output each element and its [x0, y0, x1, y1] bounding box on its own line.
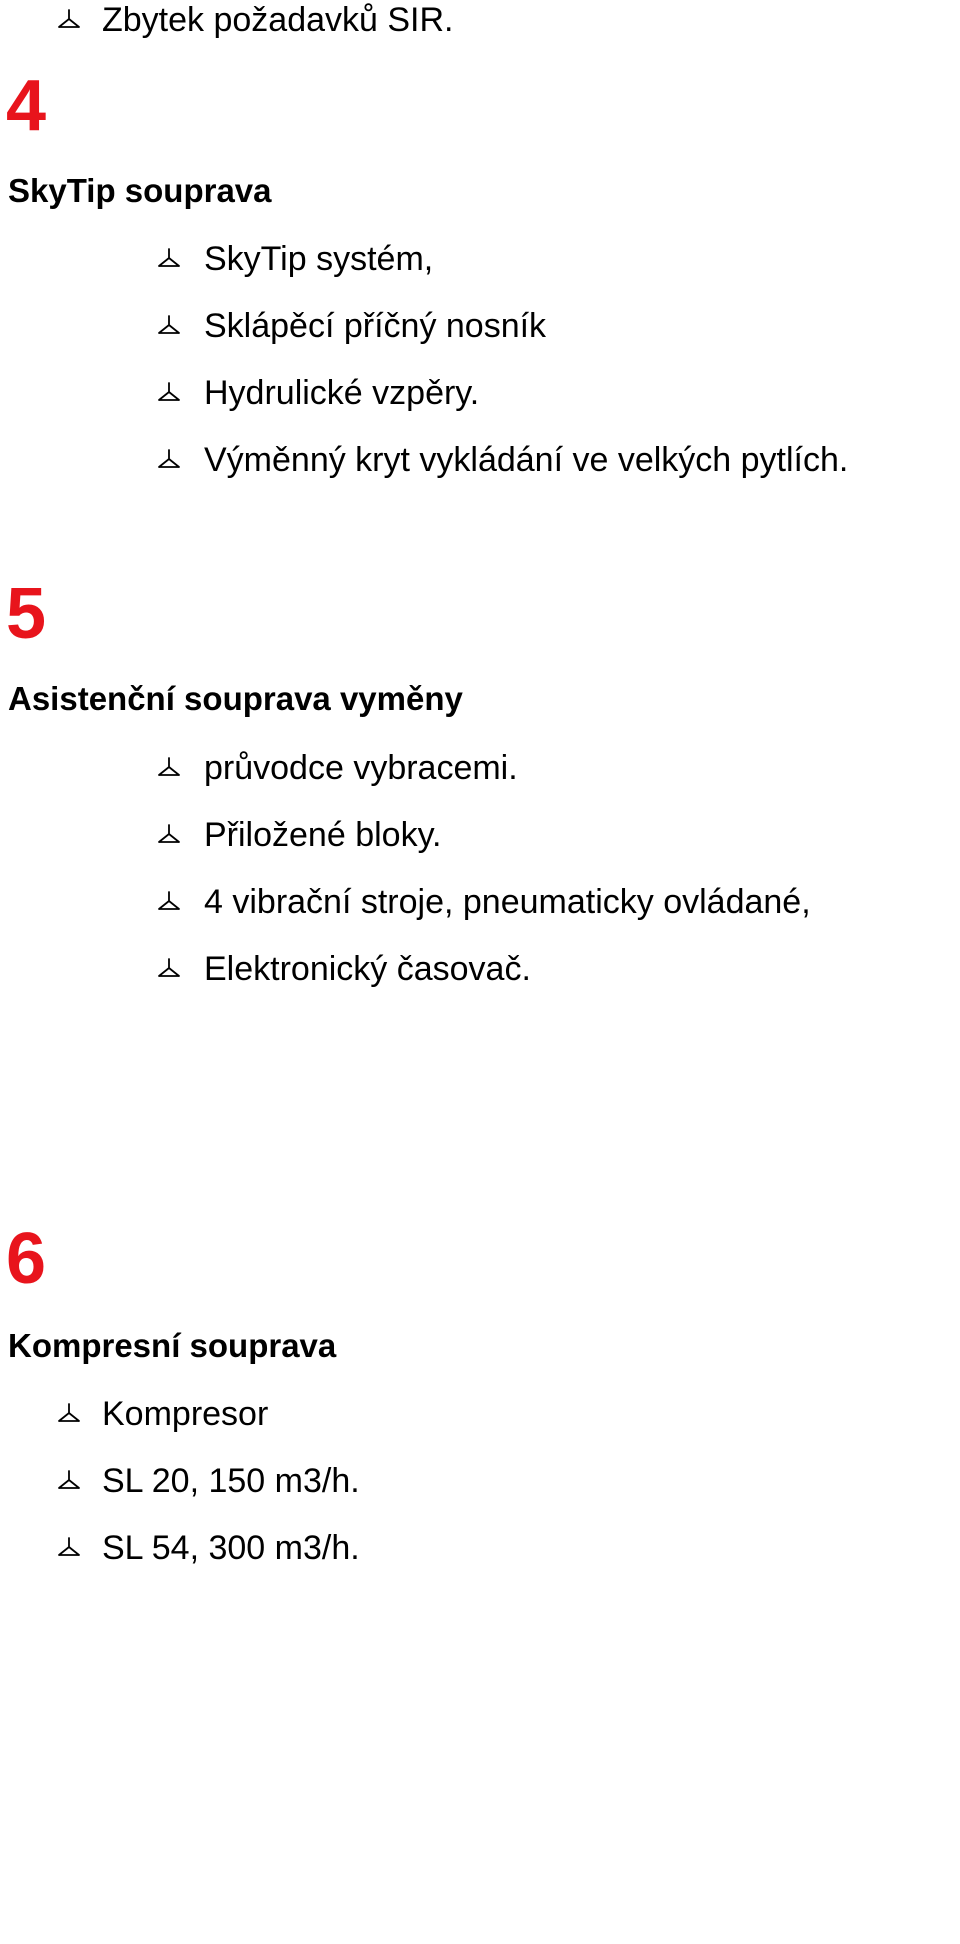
list-item-text: Výměnný kryt vykládání ve velkých pytlích.: [204, 441, 849, 479]
list-item-text: Sklápěcí příčný nosník: [204, 307, 547, 345]
triangle-spoke-bullet-icon: [156, 890, 182, 912]
section-number: 6: [6, 1219, 47, 1299]
list-item: [56, 1394, 756, 1434]
list-item: [156, 882, 946, 922]
triangle-spoke-bullet-icon: [56, 1402, 82, 1424]
list-item: [156, 239, 856, 279]
triangle-spoke-bullet-icon: [56, 1536, 82, 1558]
list-item: [156, 748, 856, 788]
triangle-spoke-bullet-icon: [156, 247, 182, 269]
list-item-text: průvodce vybracemi.: [204, 749, 518, 787]
triangle-spoke-bullet-icon: [156, 823, 182, 845]
triangle-spoke-bullet-icon: [156, 314, 182, 336]
triangle-spoke-bullet-icon: [156, 448, 182, 470]
triangle-spoke-bullet-icon: [156, 756, 182, 778]
section-number: 5: [6, 574, 47, 654]
list-item: [56, 0, 756, 40]
triangle-spoke-bullet-icon: [56, 8, 82, 30]
list-item: [156, 373, 856, 413]
list-item-text: Zbytek požadavků SIR.: [102, 1, 454, 39]
section-title: SkyTip souprava: [8, 172, 272, 209]
list-item-text: SkyTip systém,: [204, 240, 434, 278]
triangle-spoke-bullet-icon: [56, 1469, 82, 1491]
list-item: [156, 949, 856, 989]
list-item-text: SL 20, 150 m3/h.: [102, 1462, 360, 1500]
list-item-text: Kompresor: [102, 1395, 269, 1433]
section-title: Asistenční souprava vyměny: [8, 680, 463, 717]
list-item-text: SL 54, 300 m3/h.: [102, 1529, 360, 1567]
triangle-spoke-bullet-icon: [156, 381, 182, 403]
list-item: [156, 440, 946, 480]
list-item: [56, 1461, 756, 1501]
list-item-text: Hydrulické vzpěry.: [204, 374, 480, 412]
list-item-text: Přiložené bloky.: [204, 816, 442, 854]
list-item-text: Elektronický časovač.: [204, 950, 531, 988]
triangle-spoke-bullet-icon: [156, 957, 182, 979]
section-number: 4: [6, 66, 47, 146]
list-item: [56, 1528, 756, 1568]
list-item: [156, 306, 856, 346]
list-item-text: 4 vibrační stroje, pneumaticky ovládané,: [204, 883, 811, 921]
section-title: Kompresní souprava: [8, 1327, 337, 1364]
list-item: [156, 815, 856, 855]
